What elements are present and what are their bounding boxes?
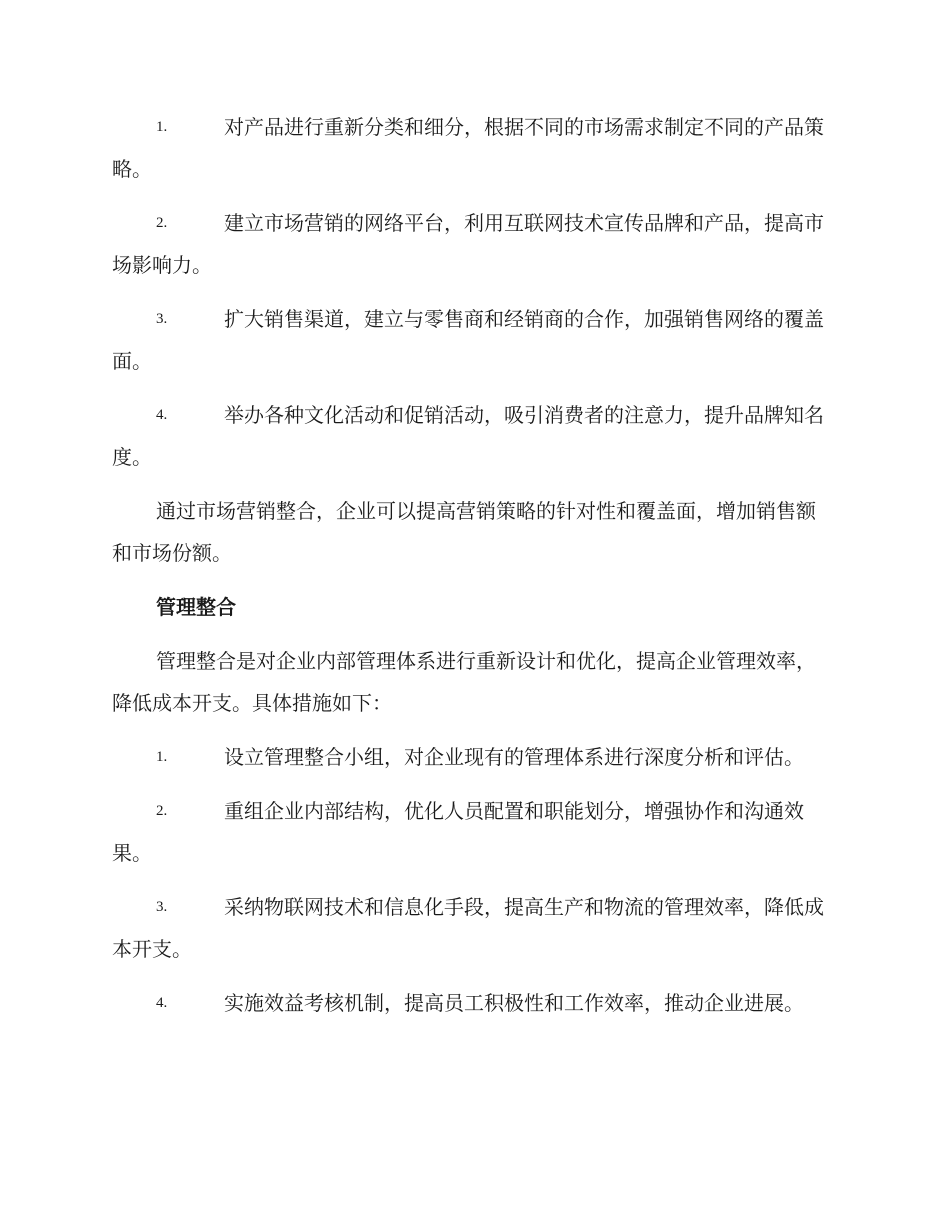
list-number: 4. xyxy=(156,995,168,1011)
list-number: 3. xyxy=(156,311,168,327)
list-text: 实施效益考核机制，提高员工积极性和工作效率，推动企业进展。 xyxy=(224,991,804,1015)
list-number: 2. xyxy=(156,215,168,231)
list-text: 重组企业内部结构，优化人员配置和职能划分，增强协作和沟通效果。 xyxy=(112,799,804,865)
list-text: 对产品进行重新分类和细分，根据不同的市场需求制定不同的产品策略。 xyxy=(112,115,824,181)
list-number: 3. xyxy=(156,899,168,915)
list-number: 2. xyxy=(156,803,168,819)
list-text: 扩大销售渠道，建立与零售商和经销商的合作，加强销售网络的覆盖面。 xyxy=(112,307,824,373)
list-item xyxy=(112,202,834,286)
list-number: 1. xyxy=(156,119,168,135)
list-item xyxy=(112,790,834,874)
list-text: 设立管理整合小组，对企业现有的管理体系进行深度分析和评估。 xyxy=(224,745,804,769)
document-page xyxy=(112,106,834,1036)
list-text: 采纳物联网技术和信息化手段，提高生产和物流的管理效率，降低成本开支。 xyxy=(112,895,824,961)
intro-paragraph: 管理整合是对企业内部管理体系进行重新设计和优化，提高企业管理效率，降低成本开支。具体措施如下： xyxy=(112,649,816,715)
list-text: 举办各种文化活动和促销活动，吸引消费者的注意力，提升品牌知名度。 xyxy=(112,403,824,469)
list-item xyxy=(112,298,834,382)
list-number: 4. xyxy=(156,407,168,423)
list-text: 建立市场营销的网络平台，利用互联网技术宣传品牌和产品，提高市场影响力。 xyxy=(112,211,824,277)
list-number: 1. xyxy=(156,749,168,765)
list-item xyxy=(112,982,834,1024)
list-item xyxy=(112,886,834,970)
section-heading: 管理整合 xyxy=(156,595,236,619)
list-item xyxy=(112,394,834,478)
list-item xyxy=(112,106,834,190)
summary-paragraph: 通过市场营销整合，企业可以提高营销策略的针对性和覆盖面，增加销售额和市场份额。 xyxy=(112,499,816,565)
list-item xyxy=(112,736,834,778)
